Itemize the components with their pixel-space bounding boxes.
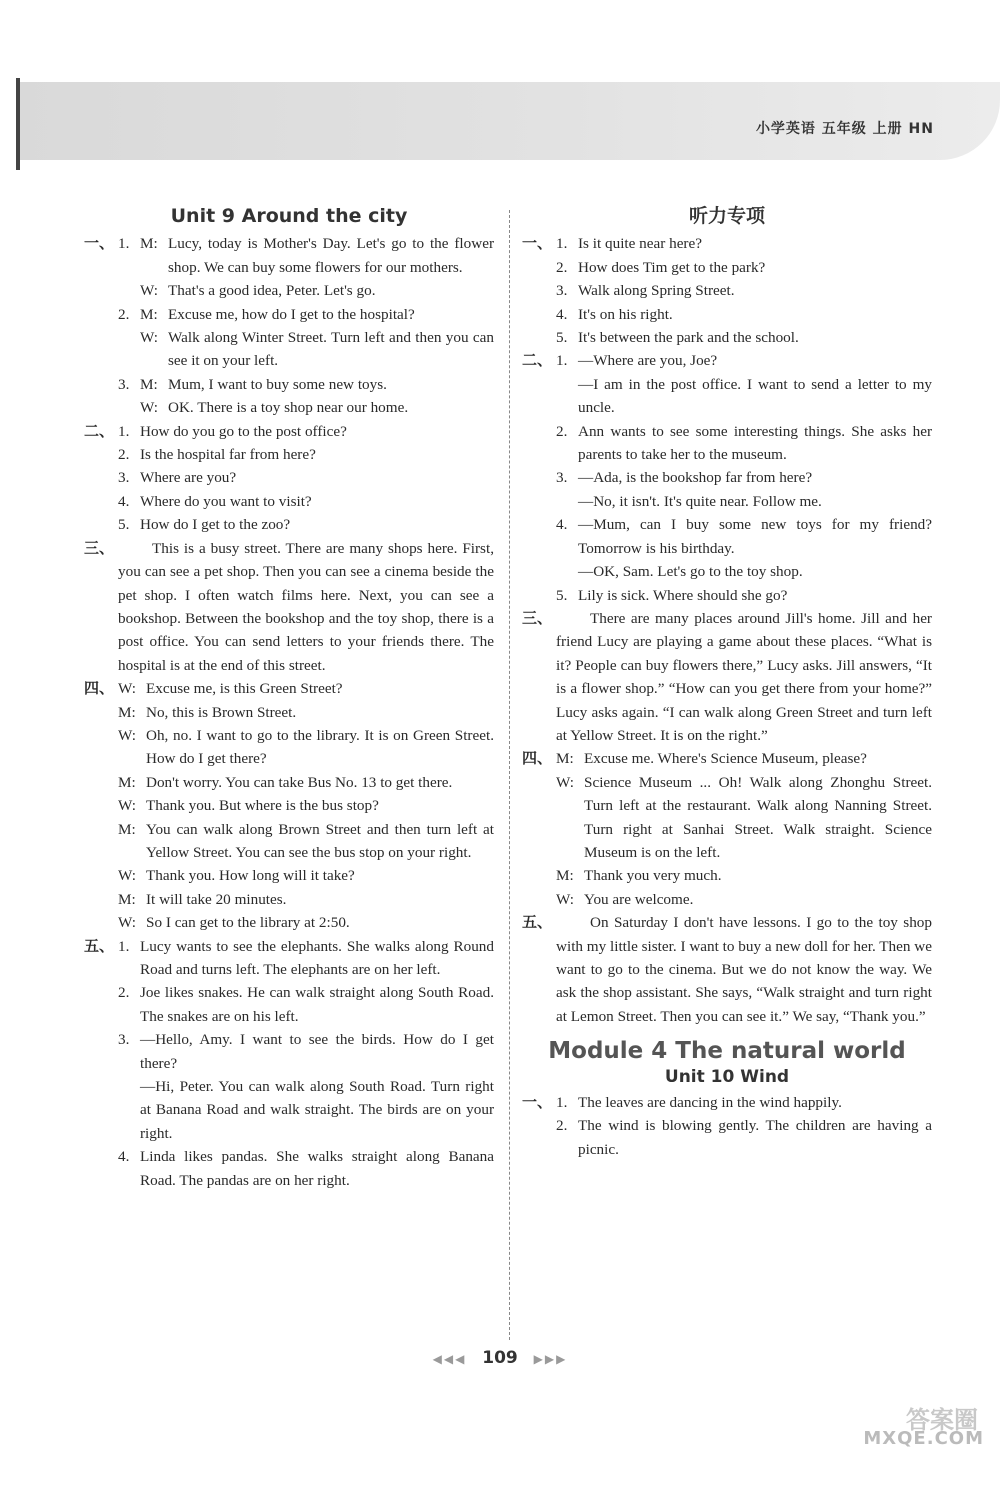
item-text: Is it quite near here? bbox=[578, 235, 702, 253]
item-number: 2. bbox=[118, 305, 130, 323]
section-4 bbox=[84, 677, 494, 934]
section-2 bbox=[522, 349, 932, 606]
dialog-line bbox=[140, 232, 494, 279]
section-number: 四、 bbox=[522, 749, 553, 768]
item-number: 5. bbox=[118, 516, 130, 534]
section-number: 二、 bbox=[522, 351, 553, 370]
listening-title: 听力专项 bbox=[688, 205, 765, 227]
list-item bbox=[118, 981, 494, 1028]
dialog-line bbox=[118, 818, 494, 865]
dialog-line bbox=[556, 771, 932, 865]
section-1 bbox=[84, 232, 494, 419]
speaker: M: bbox=[140, 375, 158, 393]
speaker: W: bbox=[140, 399, 158, 417]
dialog-text: Thank you. How long will it take? bbox=[146, 867, 355, 885]
speaker: W: bbox=[118, 914, 136, 932]
list-item bbox=[118, 303, 494, 373]
section-number: 三、 bbox=[84, 538, 115, 557]
passage bbox=[556, 911, 932, 1028]
item-number: 2. bbox=[556, 422, 568, 440]
speaker: M: bbox=[118, 820, 136, 838]
left-column bbox=[84, 205, 494, 1192]
item-number bbox=[556, 490, 578, 513]
dialog-text: Walk along Winter Street. Turn left and then you can see it on your left. bbox=[168, 329, 494, 370]
dialog-text: Lucy, today is Mother's Day. Let's go to the flower shop. We can buy some flowers for our mothers. bbox=[168, 235, 494, 276]
dialog-line bbox=[118, 701, 494, 724]
book-info: 小学英语 五年级 上册 HN bbox=[755, 121, 934, 137]
item-number: 3. bbox=[118, 469, 130, 487]
list-item bbox=[556, 513, 932, 560]
section-body bbox=[556, 1091, 932, 1161]
dialog-text: That's a good idea, Peter. Let's go. bbox=[168, 282, 376, 300]
dialog-line bbox=[118, 794, 494, 817]
item-text: Walk along Spring Street. bbox=[578, 282, 735, 300]
list-item bbox=[118, 513, 494, 536]
dialog-line bbox=[118, 771, 494, 794]
watermark-logo: 答案圈 bbox=[906, 1406, 978, 1434]
section-3 bbox=[522, 607, 932, 747]
list-item bbox=[556, 420, 932, 467]
dialog-text: It will take 20 minutes. bbox=[146, 890, 287, 908]
page-footer bbox=[0, 1348, 1000, 1368]
section-body bbox=[118, 232, 494, 419]
section-2 bbox=[84, 420, 494, 537]
item-text: It's on his right. bbox=[578, 305, 673, 323]
item-text: —OK, Sam. Let's go to the toy shop. bbox=[578, 563, 803, 581]
list-item bbox=[556, 279, 932, 302]
section-number: 五、 bbox=[522, 913, 553, 932]
list-item bbox=[556, 584, 932, 607]
dialog-text: No, this is Brown Street. bbox=[146, 703, 297, 721]
list-item bbox=[556, 1114, 932, 1161]
watermark-site: MXQE.COM bbox=[863, 1428, 984, 1449]
section-number: 四、 bbox=[84, 679, 115, 698]
item-number: 2. bbox=[556, 258, 568, 276]
dialog-group bbox=[140, 373, 494, 420]
item-number: 2. bbox=[556, 1117, 568, 1135]
speaker: M: bbox=[118, 773, 136, 791]
item-number: 4. bbox=[118, 1148, 130, 1166]
dialog-line bbox=[140, 303, 494, 326]
section-body bbox=[556, 747, 932, 911]
list-item bbox=[556, 373, 932, 420]
list-item bbox=[118, 490, 494, 513]
dialog-text: You can walk along Brown Street and then turn left at Yellow Street. You can see the bus stop on your right. bbox=[146, 820, 494, 861]
section-body bbox=[556, 349, 932, 606]
section-5 bbox=[84, 935, 494, 1192]
speaker: M: bbox=[556, 867, 574, 885]
item-number: 1. bbox=[556, 1094, 568, 1112]
item-text: How do I get to the zoo? bbox=[140, 516, 291, 534]
dialog-line bbox=[556, 747, 932, 770]
dialog-text: Don't worry. You can take Bus No. 13 to get there. bbox=[146, 773, 453, 791]
section-4 bbox=[522, 747, 932, 911]
page-number: 109 bbox=[482, 1348, 518, 1368]
item-number: 3. bbox=[118, 1031, 130, 1049]
section-number: 一、 bbox=[522, 1093, 553, 1112]
dialog-text: Science Museum ... Oh! Walk along Zhonghu Street. Turn left at the restaurant. Walk along Nanning Street. Turn right at Sanhai Street. Walk straight. Science Museum is on the left. bbox=[584, 773, 932, 861]
item-text: It's between the park and the school. bbox=[578, 329, 799, 347]
list-item bbox=[118, 420, 494, 443]
item-number: 5. bbox=[556, 586, 568, 604]
speaker: W: bbox=[118, 867, 136, 885]
section-3 bbox=[84, 537, 494, 677]
dialog-line bbox=[140, 373, 494, 396]
dialog-line bbox=[118, 677, 494, 700]
passage-text: On Saturday I don't have lessons. I go to the toy shop with my little sister. I want to buy a new doll for her. Then we want to go to the cinema. But we do not know the way. We ask the shop assistant. She says, “Walk straight and turn right at Lemon Street. Then you can see it.” We say, “Thank you.” bbox=[556, 914, 932, 1025]
dialog-group bbox=[140, 303, 494, 373]
item-text: Joe likes snakes. He can walk straight along South Road. The snakes are on his left. bbox=[140, 984, 494, 1025]
dialog-line bbox=[140, 396, 494, 419]
item-number: 4. bbox=[118, 492, 130, 510]
column-divider bbox=[509, 210, 510, 1340]
dialog-line bbox=[118, 864, 494, 887]
section-body bbox=[118, 420, 494, 537]
list-item bbox=[118, 1145, 494, 1192]
dialog-text: So I can get to the library at 2:50. bbox=[146, 914, 350, 932]
item-number bbox=[118, 1075, 140, 1145]
item-text: —No, it isn't. It's quite near. Follow me. bbox=[578, 492, 822, 510]
dialog-line bbox=[556, 864, 932, 887]
dialog-text: OK. There is a toy shop near our home. bbox=[168, 399, 409, 417]
item-text: Where do you want to visit? bbox=[140, 492, 312, 510]
dialog-line bbox=[118, 724, 494, 771]
speaker: M: bbox=[140, 305, 158, 323]
dialog-line bbox=[556, 888, 932, 911]
dialog-text: Excuse me, is this Green Street? bbox=[146, 680, 343, 698]
dialog-line bbox=[140, 326, 494, 373]
speaker: W: bbox=[140, 282, 158, 300]
item-number: 4. bbox=[556, 516, 568, 534]
item-number: 1. bbox=[118, 937, 130, 955]
list-item bbox=[556, 560, 932, 583]
item-number: 1. bbox=[118, 235, 130, 253]
speaker: M: bbox=[118, 890, 136, 908]
item-number: 3. bbox=[556, 469, 568, 487]
passage bbox=[118, 537, 494, 677]
item-number: 1. bbox=[118, 422, 130, 440]
item-text: Where are you? bbox=[140, 469, 237, 487]
speaker: M: bbox=[140, 235, 158, 253]
item-number: 2. bbox=[118, 984, 130, 1002]
passage-text: This is a busy street. There are many shops here. First, you can see a pet shop. Then you can see a cinema beside the pet shop. I often watch films here. Next, you can see a bookshop. Between the bookshop and the toy shop, there is a post office. You can send letters to your friends there. The hospital is at the end of this street. bbox=[118, 539, 494, 674]
item-number: 3. bbox=[556, 282, 568, 300]
item-number bbox=[556, 560, 578, 583]
list-item bbox=[118, 935, 494, 982]
speaker: W: bbox=[556, 773, 574, 791]
section-number: 三、 bbox=[522, 608, 553, 627]
item-text: How do you go to the post office? bbox=[140, 422, 347, 440]
speaker: W: bbox=[556, 890, 574, 908]
passage-text: There are many places around Jill's home. Jill and her friend Lucy are playing a game about these places. “What is it? People can buy flowers there,” Lucy asks. Jill answers, “It is a flower shop.” “How can you get there from your home?” Lucy asks again. “I can walk along Green Street and turn left at Yellow Street. It is on the right.” bbox=[556, 609, 932, 744]
speaker: M: bbox=[556, 750, 574, 768]
section-number: 二、 bbox=[84, 421, 115, 440]
item-number: 5. bbox=[556, 329, 568, 347]
item-text: —Ada, is the bookshop far from here? bbox=[578, 469, 813, 487]
prev-arrows-icon: ◀◀◀ bbox=[432, 1352, 467, 1366]
list-item bbox=[556, 1091, 932, 1114]
dialog-group bbox=[140, 232, 494, 302]
speaker: W: bbox=[118, 797, 136, 815]
dialog-text: Mum, I want to buy some new toys. bbox=[168, 375, 387, 393]
section-body bbox=[118, 677, 494, 934]
item-text: Linda likes pandas. She walks straight along Banana Road. The pandas are on her right. bbox=[140, 1148, 494, 1189]
dialog-text: Excuse me. Where's Science Museum, please? bbox=[584, 750, 867, 768]
item-text: Lucy wants to see the elephants. She walks along Round Road and turns left. The elephants are on her left. bbox=[140, 937, 494, 978]
item-text: The wind is blowing gently. The children are having a picnic. bbox=[578, 1117, 932, 1158]
item-text: —Hello, Amy. I want to see the birds. How do I get there? bbox=[140, 1031, 494, 1072]
dialog-text: Thank you very much. bbox=[584, 867, 722, 885]
dialog-line bbox=[140, 279, 494, 302]
item-text: The leaves are dancing in the wind happily. bbox=[578, 1094, 842, 1112]
item-text: —Hi, Peter. You can walk along South Road. Turn right at Banana Road and walk straight. The birds are on your right. bbox=[140, 1078, 494, 1142]
unit-title: Unit 9 Around the city bbox=[170, 205, 408, 227]
item-number: 1. bbox=[556, 235, 568, 253]
item-text: —I am in the post office. I want to send a letter to my uncle. bbox=[578, 375, 932, 417]
dialog-text: Thank you. But where is the bus stop? bbox=[146, 797, 379, 815]
item-number bbox=[556, 373, 578, 420]
item-text: —Mum, can I buy some new toys for my friend? Tomorrow is his birthday. bbox=[578, 516, 932, 557]
list-item bbox=[556, 256, 932, 279]
list-item bbox=[556, 466, 932, 489]
item-number: 3. bbox=[118, 375, 130, 393]
right-column bbox=[522, 205, 932, 1161]
section-body bbox=[118, 935, 494, 1192]
section-1 bbox=[522, 232, 932, 349]
list-item bbox=[556, 349, 932, 372]
item-text: —Where are you, Joe? bbox=[578, 352, 718, 370]
list-item bbox=[118, 1075, 494, 1145]
next-arrows-icon: ▶▶▶ bbox=[533, 1352, 568, 1366]
section-number: 一、 bbox=[522, 234, 553, 253]
list-item bbox=[556, 232, 932, 255]
item-number: 1. bbox=[556, 352, 568, 370]
list-item bbox=[556, 326, 932, 349]
dialog-text: Excuse me, how do I get to the hospital? bbox=[168, 305, 415, 323]
list-item bbox=[118, 373, 494, 420]
item-number: 4. bbox=[556, 305, 568, 323]
unit-title: Unit 10 Wind bbox=[664, 1066, 790, 1087]
list-item bbox=[118, 443, 494, 466]
list-item bbox=[118, 232, 494, 302]
list-item bbox=[556, 303, 932, 326]
list-item bbox=[556, 490, 932, 513]
item-text: Is the hospital far from here? bbox=[140, 446, 316, 464]
section-1 bbox=[522, 1091, 932, 1161]
module-title: Module 4 The natural world bbox=[548, 1038, 906, 1065]
dialog-line bbox=[118, 911, 494, 934]
list-item bbox=[118, 1028, 494, 1075]
dialog-text: You are welcome. bbox=[584, 890, 694, 908]
item-text: How does Tim get to the park? bbox=[578, 258, 766, 276]
speaker: W: bbox=[118, 680, 136, 698]
speaker: W: bbox=[118, 726, 136, 744]
section-5 bbox=[522, 911, 932, 1028]
passage bbox=[556, 607, 932, 747]
section-body bbox=[556, 232, 932, 349]
dialog-text: Oh, no. I want to go to the library. It is on Green Street. How do I get there? bbox=[146, 726, 494, 768]
header-rule bbox=[16, 78, 20, 170]
section-number: 一、 bbox=[84, 234, 115, 253]
section-number: 五、 bbox=[84, 936, 115, 955]
dialog-line bbox=[118, 888, 494, 911]
speaker: M: bbox=[118, 703, 136, 721]
item-text: Lily is sick. Where should she go? bbox=[578, 586, 788, 604]
item-text: Ann wants to see some interesting things. She asks her parents to take her to the museum. bbox=[578, 422, 932, 464]
list-item bbox=[118, 466, 494, 489]
item-number: 2. bbox=[118, 446, 130, 464]
speaker: W: bbox=[140, 329, 158, 347]
